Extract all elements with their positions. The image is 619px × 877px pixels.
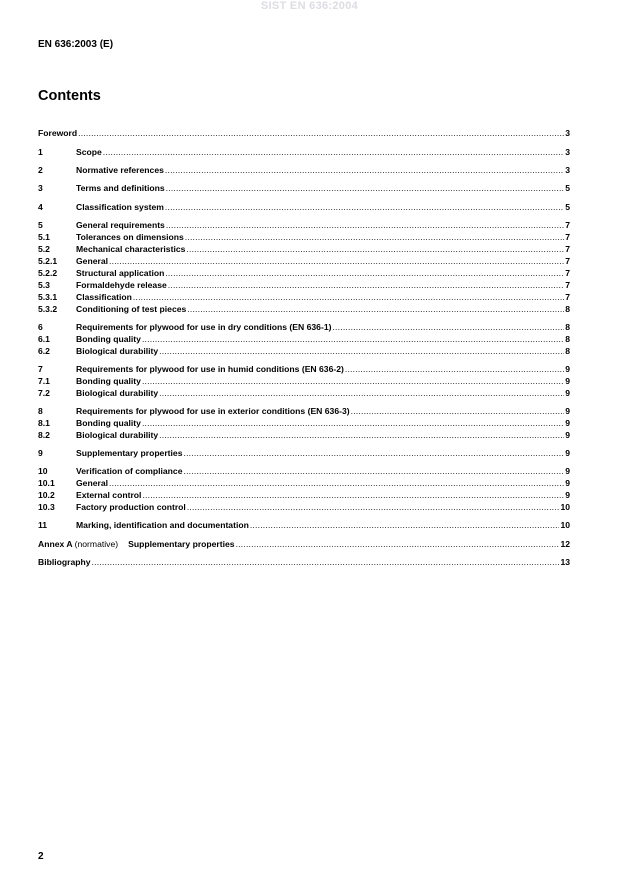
toc-entry-number: 5.3.2 (38, 304, 58, 314)
contents-title: Contents (38, 88, 101, 104)
toc-leader (250, 520, 560, 530)
toc-entry-page: 3 (565, 128, 570, 138)
toc-entry-7-2[interactable] (38, 386, 570, 398)
toc-entry-title: Bonding quality (76, 418, 141, 428)
toc-entry-bibliography[interactable] (38, 555, 570, 567)
toc-leader (184, 448, 565, 458)
toc-annex-type: (normative) (74, 539, 119, 549)
toc-entry-page: 7 (565, 256, 570, 266)
toc-entry-title: Biological durability (76, 346, 159, 356)
toc-entry-number: 7.2 (38, 388, 50, 398)
toc-entry-number: 4 (38, 202, 43, 212)
toc-entry-title: Classification (76, 292, 132, 302)
toc-entry-title: Classification system (76, 202, 164, 212)
toc-leader (187, 304, 564, 314)
toc-entry-4[interactable] (38, 200, 570, 212)
toc-leader (92, 557, 560, 567)
document-id: EN 636:2003 (E) (38, 39, 114, 50)
toc-leader (78, 128, 564, 138)
toc-entry-title: Requirements for plywood for use in dry conditions (EN 636-1) (76, 322, 332, 332)
toc-entry-number: 5.3.1 (38, 292, 58, 302)
toc-entry-page: 7 (565, 220, 570, 230)
toc-entry-page: 9 (565, 466, 570, 476)
toc-entry-page: 7 (565, 280, 570, 290)
toc-leader (159, 346, 564, 356)
toc-entry-title: Structural application (76, 268, 165, 278)
toc-entry-title: Normative references (76, 165, 164, 175)
toc-entry-title: Formaldehyde release (76, 280, 167, 290)
toc-entry-page: 9 (565, 376, 570, 386)
toc-entry-5-3-2[interactable] (38, 302, 570, 314)
toc-entry-number: 9 (38, 448, 43, 458)
page-number: 2 (38, 851, 44, 862)
toc-leader (142, 418, 564, 428)
toc-leader (168, 280, 564, 290)
toc-entry-title: Verification of compliance (76, 466, 183, 476)
toc-entry-title: Mechanical characteristics (76, 244, 186, 254)
toc-entry-6-1[interactable] (38, 332, 570, 344)
toc-entry-title: Factory production control (76, 502, 186, 512)
toc-entry-page: 8 (565, 304, 570, 314)
toc-entry-page: 3 (565, 147, 570, 157)
toc-entry-number: 3 (38, 183, 43, 193)
toc-entry-number: 1 (38, 147, 43, 157)
toc-entry-title: Scope (76, 147, 102, 157)
toc-leader (159, 388, 564, 398)
toc-entry-number: 7.1 (38, 376, 50, 386)
toc-leader (165, 268, 564, 278)
toc-entry-number: 5.2 (38, 244, 50, 254)
toc-entry-3[interactable] (38, 181, 570, 193)
toc-entry-page: 5 (565, 183, 570, 193)
toc-entry-10-2[interactable] (38, 488, 570, 500)
toc-entry-number: 5.1 (38, 232, 50, 242)
toc-entry-number: 5 (38, 220, 43, 230)
toc-entry-number: 10 (38, 466, 48, 476)
toc-leader (187, 502, 560, 512)
toc-leader (133, 292, 564, 302)
toc-entry-7-1[interactable] (38, 374, 570, 386)
toc-entry-title: External control (76, 490, 142, 500)
toc-entry-11[interactable] (38, 518, 570, 530)
toc-entry-number: 8 (38, 406, 43, 416)
toc-entry-number: 5.2.1 (38, 256, 58, 266)
toc-leader (142, 376, 564, 386)
toc-annex-label (38, 539, 118, 549)
toc-entry-page: 9 (565, 490, 570, 500)
toc-entry-number: 7 (38, 364, 43, 374)
toc-leader (185, 232, 564, 242)
toc-leader (186, 244, 564, 254)
toc-entry-title: Conditioning of test pieces (76, 304, 187, 314)
toc-entry-8[interactable] (38, 404, 570, 416)
toc-leader (332, 322, 564, 332)
toc-entry-5-3[interactable] (38, 278, 570, 290)
toc-entry-page: 9 (565, 430, 570, 440)
toc-entry-title: Bibliography (38, 557, 91, 567)
toc-entry-page: 10 (560, 520, 570, 530)
toc-entry-title: General (76, 478, 109, 488)
toc-entry-number: 6.2 (38, 346, 50, 356)
toc-entry-8-2[interactable] (38, 428, 570, 440)
toc-entry-number: 2 (38, 165, 43, 175)
toc-leader (109, 478, 564, 488)
toc-entry-number: 10.3 (38, 502, 55, 512)
toc-entry-page: 8 (565, 334, 570, 344)
toc-entry-annex-a[interactable] (38, 537, 570, 549)
toc-entry-page: 9 (565, 478, 570, 488)
toc-entry-10-1[interactable] (38, 476, 570, 488)
toc-entry-7[interactable] (38, 362, 570, 374)
toc-entry-page: 8 (565, 346, 570, 356)
toc-leader (142, 490, 564, 500)
toc-entry-5-2-2[interactable] (38, 266, 570, 278)
toc-entry-number: 11 (38, 520, 48, 530)
toc-entry-5-2-1[interactable] (38, 254, 570, 266)
toc-entry-number: 8.1 (38, 418, 50, 428)
toc-entry-6[interactable] (38, 320, 570, 332)
toc-entry-page: 10 (560, 502, 570, 512)
toc-entry-title: Supplementary properties (128, 539, 235, 549)
toc-entry-number: 6 (38, 322, 43, 332)
toc-leader (165, 165, 564, 175)
toc-entry-page: 9 (565, 448, 570, 458)
toc-entry-number: 5.2.2 (38, 268, 58, 278)
toc-entry-page: 13 (560, 557, 570, 567)
toc-leader (351, 406, 565, 416)
toc-entry-title: Tolerances on dimensions (76, 232, 184, 242)
toc-entry-title: Requirements for plywood for use in humid conditions (EN 636-2) (76, 364, 344, 374)
toc-entry-5[interactable] (38, 218, 570, 230)
toc-entry-title: General requirements (76, 220, 165, 230)
toc-leader (184, 466, 565, 476)
toc-leader (165, 202, 564, 212)
toc-entry-page: 9 (565, 418, 570, 428)
toc-entry-5-3-1[interactable] (38, 290, 570, 302)
toc-entry-title: Biological durability (76, 388, 159, 398)
toc-entry-page: 9 (565, 406, 570, 416)
toc-entry-page: 7 (565, 232, 570, 242)
toc-entry-5-2[interactable] (38, 242, 570, 254)
toc-entry-page: 8 (565, 322, 570, 332)
toc-leader (345, 364, 564, 374)
toc-entry-8-1[interactable] (38, 416, 570, 428)
toc-entry-2[interactable] (38, 163, 570, 175)
toc-entry-5-1[interactable] (38, 230, 570, 242)
toc-entry-1[interactable] (38, 145, 570, 157)
toc-leader (166, 220, 564, 230)
toc-entry-number: 10.2 (38, 490, 55, 500)
toc-entry-title: General (76, 256, 109, 266)
toc-entry-page: 7 (565, 244, 570, 254)
toc-entry-title: Foreword (38, 128, 78, 138)
toc-entry-10-3[interactable] (38, 500, 570, 512)
toc-entry-foreword[interactable] (38, 126, 570, 138)
toc-entry-number: 10.1 (38, 478, 55, 488)
toc-entry-number: 6.1 (38, 334, 50, 344)
toc-entry-6-2[interactable] (38, 344, 570, 356)
toc-leader (166, 183, 565, 193)
toc-entry-title: Bonding quality (76, 376, 141, 386)
toc-leader (103, 147, 564, 157)
toc-entry-10[interactable] (38, 464, 570, 476)
watermark: SIST EN 636:2004 (260, 0, 359, 12)
toc-entry-page: 9 (565, 364, 570, 374)
toc-leader (142, 334, 564, 344)
toc-entry-title: Requirements for plywood for use in exterior conditions (EN 636-3) (76, 406, 350, 416)
toc-entry-title: Terms and definitions (76, 183, 165, 193)
toc-entry-page: 9 (565, 388, 570, 398)
toc-entry-title: Biological durability (76, 430, 159, 440)
toc-entry-page: 5 (565, 202, 570, 212)
toc-entry-title: Supplementary properties (76, 448, 183, 458)
toc-entry-number: 5.3 (38, 280, 50, 290)
toc-annex-letter: Annex A (38, 539, 73, 549)
toc-entry-page: 3 (565, 165, 570, 175)
toc-entry-title: Bonding quality (76, 334, 141, 344)
toc-entry-page: 7 (565, 292, 570, 302)
toc-entry-number: 8.2 (38, 430, 50, 440)
toc-entry-page: 7 (565, 268, 570, 278)
toc-leader (236, 539, 560, 549)
toc-leader (109, 256, 564, 266)
toc-entry-9[interactable] (38, 446, 570, 458)
toc-entry-page: 12 (560, 539, 570, 549)
toc-entry-title: Marking, identification and documentation (76, 520, 249, 530)
toc-leader (159, 430, 564, 440)
